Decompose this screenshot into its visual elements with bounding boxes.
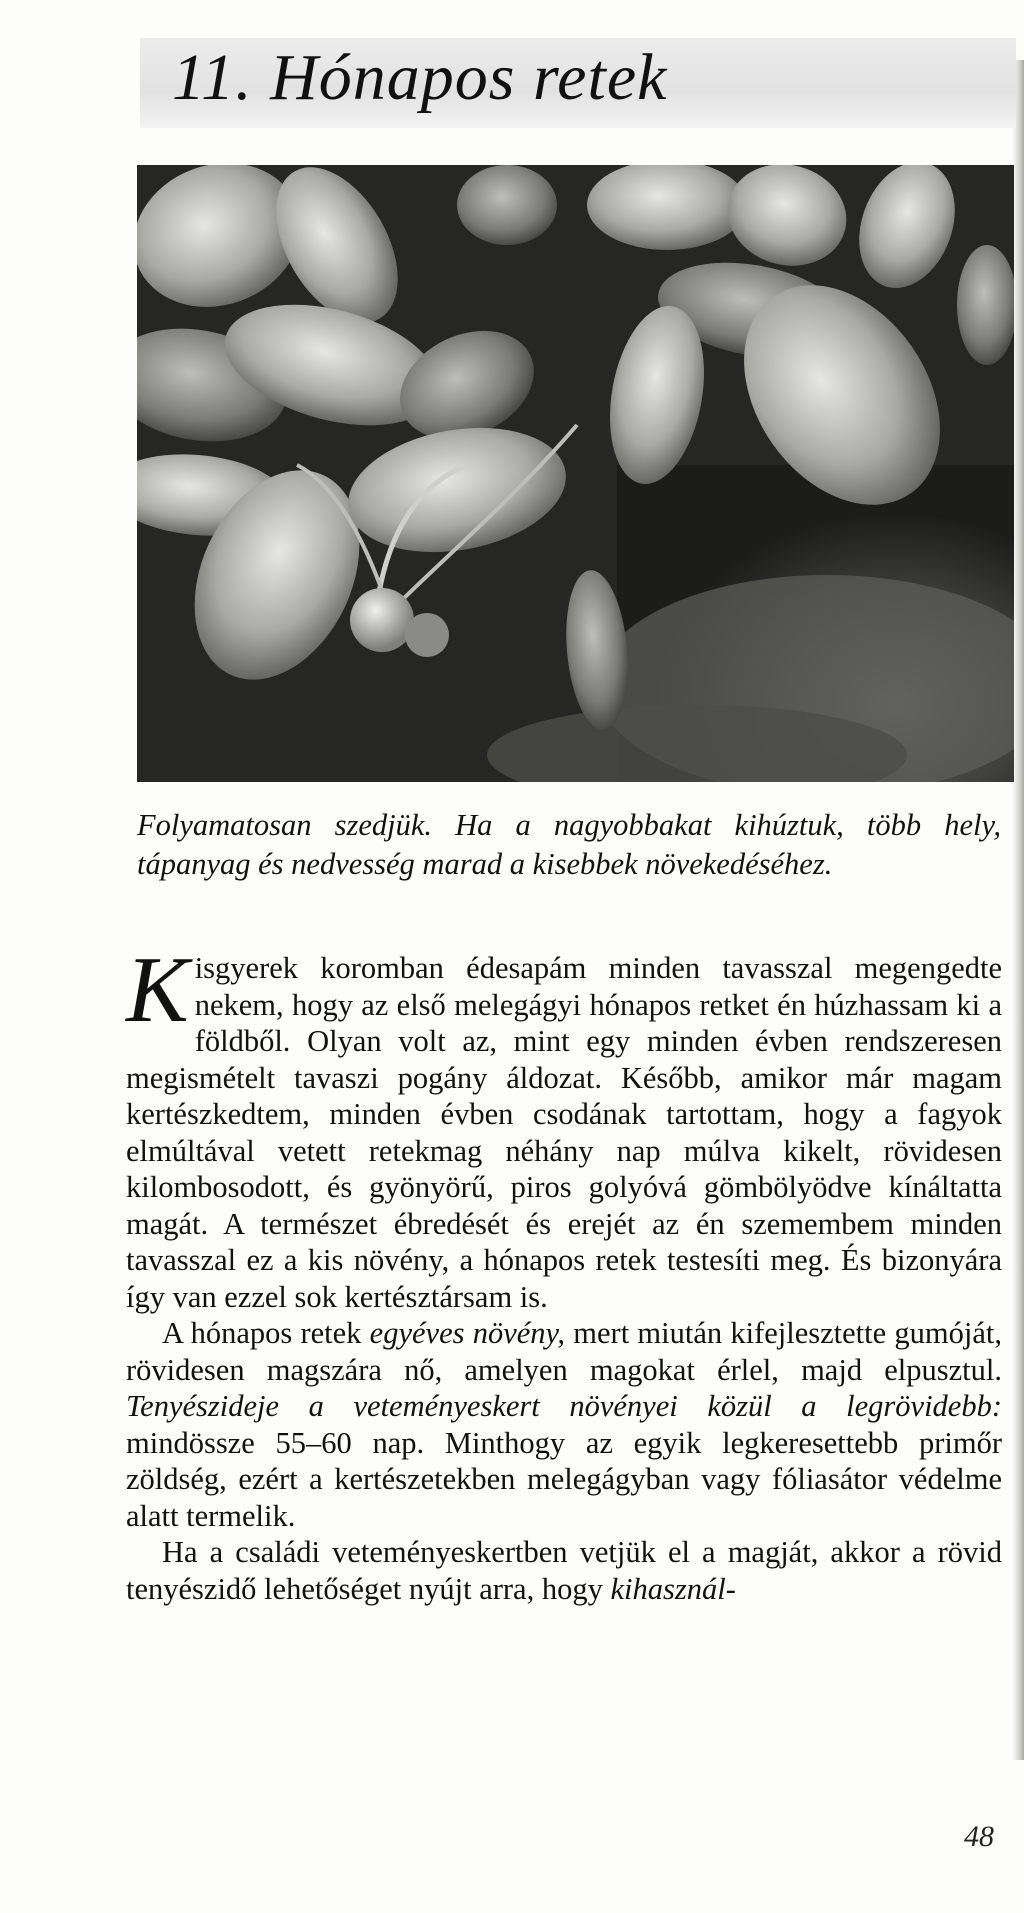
chapter-title: 11. Hónapos retek	[172, 41, 668, 114]
page-number: 48	[964, 1820, 994, 1853]
paragraph-2	[126, 1315, 1002, 1534]
photo-caption: Folyamatosan szedjük. Ha a nagyobbakat kihúztuk, több hely, tápanyag és nedvesség marad a kisebbek növekedéséhez.	[137, 808, 1001, 881]
paragraph-2-emphasis-a: egyéves növény,	[369, 1316, 566, 1350]
paragraph-2-text-b: mert miután kifejlesztette gumóját, rövidesen magszára nő, amelyen magokat érlel, majd elpusztul.	[126, 1316, 1002, 1387]
paragraph-1	[126, 938, 1002, 1315]
paragraph-2-emphasis-b: Tenyészideje a veteményeskert növényei közül a legrövidebb:	[126, 1389, 1002, 1423]
paragraph-3-emphasis-a: kihasznál-	[610, 1571, 736, 1606]
paragraph-1-text: isgyerek koromban édesapám minden tavasszal megengedte nekem, hogy az első melegágyi hónapos retket én húzhassam ki a földből. Olyan volt az, mint egy minden évben rendszeresen megismételt tavaszi pogány áldozat. Később, amikor már magam kertészkedtem, minden évben csodának tartottam, hogy a fagyok elmúltával vetett retekmag néhány nap múlva kikelt, rövidesen kilombosodott, és gyönyörű, piros golyóvá gömbölyödve kínáltatta magát. A természet ébredését és erejét az én szemembem minden tavasszal ez a kis növény, a hónapos retek testesíti meg. És bizonyára így van ezzel sok kertésztársam is.	[126, 951, 1002, 1314]
article-body	[126, 938, 1002, 1607]
photo-illustration	[137, 165, 1014, 782]
paragraph-2-text-a: A hónapos retek	[162, 1316, 370, 1350]
radish-plants-photo	[137, 165, 1014, 782]
paragraph-3	[126, 1534, 1002, 1607]
drop-cap: K	[126, 938, 189, 1042]
paragraph-3-text-a: Ha a családi veteményeskertben vetjük el a magját, akkor a rövid tenyészidő lehetőséget nyújt arra, hogy	[126, 1535, 1002, 1606]
paragraph-2-text-c: mindössze 55–60 nap. Minthogy az egyik legkeresettebb primőr zöldség, ezért a kertészetekben melegágyban vagy fóliasátor védelme alatt termelik.	[126, 1425, 1002, 1533]
